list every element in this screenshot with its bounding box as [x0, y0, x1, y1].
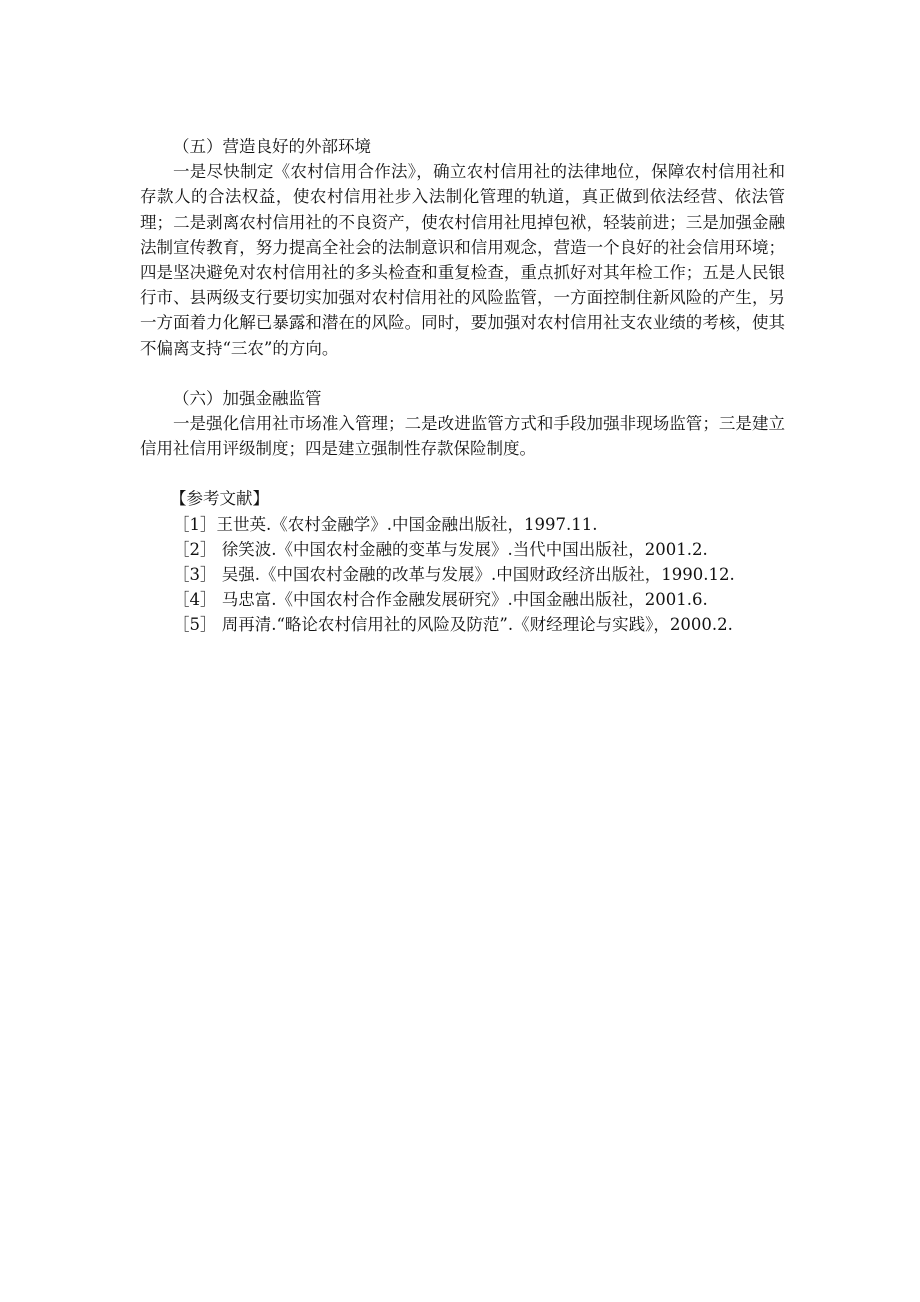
references-title: 【参考文献】 — [170, 489, 269, 509]
section-6-paragraph: 一是强化信用社市场准入管理；二是改进监管方式和手段加强非现场监管；三是建立信用社信用评级制度；四是建立强制性存款保险制度。 — [140, 414, 785, 459]
section-gap — [140, 361, 785, 386]
reference-item-2: ［2］ 徐笑波.《中国农村金融的变革与发展》.当代中国出版社，2001.2. — [173, 539, 708, 559]
section-gap — [140, 461, 785, 486]
section-6-heading: （六）加强金融监管 — [173, 388, 322, 408]
section-5-heading: （五）营造良好的外部环境 — [173, 137, 371, 156]
section-5-paragraph: 一是尽快制定《农村信用合作法》，确立农村信用社的法律地位，保障农村信用社和存款人的合法权益，使农村信用社步入法制化管理的轨道，真正做到依法经营、依法管理；二是剥离农村信用社的不良资产，使农村信用社甩掉包袱，轻装前进；三是加强金融法制宣传教育，努力提高全社会的法制意识和信用观念，营造一个良好的社会信用环境；四是坚决避免对农村信用社的多头检查和重复检查，重点抓好对其年检工作；五是人民银行市、县两级支行要切实加强对农村信用社的风险监管，一方面控制住新风险的产生，另一方面着力化解已暴露和潜在的风险。同时，要加强对农村信用社支农业绩的考核，使其不偏离支持“三农”的方向。 — [140, 162, 785, 358]
reference-item-4: ［4］ 马忠富.《中国农村合作金融发展研究》.中国金融出版社，2001.6. — [173, 590, 708, 610]
reference-item-5: ［5］ 周再清.“略论农村信用社的风险及防范”.《财经理论与实践》，2000.2. — [173, 615, 733, 635]
reference-item-3: ［3］ 吴强.《中国农村金融的改革与发展》.中国财政经济出版社，1990.12. — [173, 565, 735, 585]
reference-item-1: ［1］王世英.《农村金融学》.中国金融出版社，1997.11. — [173, 514, 598, 534]
document-body — [140, 134, 785, 638]
